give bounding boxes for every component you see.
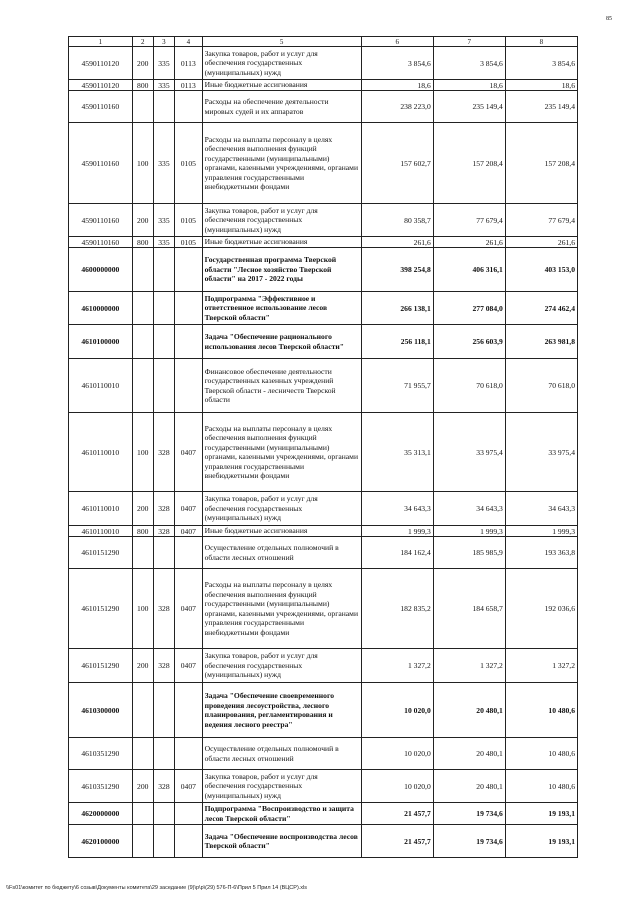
rz-cell bbox=[175, 825, 203, 858]
table-row bbox=[69, 325, 578, 359]
gr-cell bbox=[153, 325, 174, 359]
value-2022-cell: 274 462,4 bbox=[505, 292, 577, 325]
file-path-footer: \\Fs01\комитет по бюджету\6 созыв\Документы комитета\29 заседание (9)\р\р\(29) 576-П-6\Прил 5 Прил 14 (ВЦСР).xls bbox=[6, 885, 308, 891]
code-cell: 4610110010 bbox=[69, 526, 133, 537]
value-2020-cell: 21 457,7 bbox=[361, 803, 433, 825]
gr-cell: 328 bbox=[153, 492, 174, 526]
value-2022-cell: 192 036,6 bbox=[505, 569, 577, 649]
description-cell: Задача "Обеспечение рационального использования лесов Тверской области" bbox=[202, 325, 361, 359]
value-2021-cell: 33 975,4 bbox=[433, 413, 505, 492]
value-2021-cell: 20 480,1 bbox=[433, 683, 505, 738]
description-cell: Осуществление отдельных полномочий в области лесных отношений bbox=[202, 537, 361, 569]
code-cell: 4590110160 bbox=[69, 204, 133, 237]
vr-cell: 100 bbox=[132, 123, 153, 204]
value-2022-cell: 70 618,0 bbox=[505, 359, 577, 413]
header-cell: 4 bbox=[175, 37, 203, 47]
value-2020-cell: 34 643,3 bbox=[361, 492, 433, 526]
gr-cell bbox=[153, 683, 174, 738]
value-2022-cell: 157 208,4 bbox=[505, 123, 577, 204]
table-row bbox=[69, 47, 578, 80]
description-cell: Закупка товаров, работ и услуг для обеспечения государственных (муниципальных) нужд bbox=[202, 47, 361, 80]
gr-cell: 328 bbox=[153, 649, 174, 683]
value-2020-cell: 35 313,1 bbox=[361, 413, 433, 492]
rz-cell bbox=[175, 91, 203, 123]
table-row bbox=[69, 526, 578, 537]
gr-cell: 328 bbox=[153, 413, 174, 492]
value-2022-cell: 10 480,6 bbox=[505, 770, 577, 803]
description-cell: Финансовое обеспечение деятельности государственных казенных учреждений Тверской области - лесничеств Тверской области bbox=[202, 359, 361, 413]
value-2022-cell: 10 480,6 bbox=[505, 738, 577, 770]
code-cell: 4610351290 bbox=[69, 770, 133, 803]
value-2022-cell: 19 193,1 bbox=[505, 803, 577, 825]
vr-cell: 200 bbox=[132, 204, 153, 237]
value-2022-cell: 1 999,3 bbox=[505, 526, 577, 537]
gr-cell: 328 bbox=[153, 526, 174, 537]
value-2020-cell: 398 254,8 bbox=[361, 248, 433, 292]
rz-cell: 0113 bbox=[175, 47, 203, 80]
table-row bbox=[69, 492, 578, 526]
table-row bbox=[69, 80, 578, 91]
vr-cell: 200 bbox=[132, 492, 153, 526]
code-cell: 4590110120 bbox=[69, 80, 133, 91]
table-row bbox=[69, 569, 578, 649]
vr-cell bbox=[132, 803, 153, 825]
value-2021-cell: 70 618,0 bbox=[433, 359, 505, 413]
table-row bbox=[69, 413, 578, 492]
vr-cell bbox=[132, 325, 153, 359]
rz-cell bbox=[175, 248, 203, 292]
table-row bbox=[69, 237, 578, 248]
code-cell: 4590110120 bbox=[69, 47, 133, 80]
vr-cell: 200 bbox=[132, 770, 153, 803]
gr-cell bbox=[153, 359, 174, 413]
value-2020-cell: 184 162,4 bbox=[361, 537, 433, 569]
description-cell: Расходы на выплаты персоналу в целях обеспечения выполнения функций государственными (муниципальными) органами, казенными учреждениями, органами управления государственными внебюджетными фондами bbox=[202, 123, 361, 204]
value-2020-cell: 3 854,6 bbox=[361, 47, 433, 80]
rz-cell bbox=[175, 803, 203, 825]
value-2021-cell: 261,6 bbox=[433, 237, 505, 248]
vr-cell: 200 bbox=[132, 649, 153, 683]
table-row bbox=[69, 292, 578, 325]
header-cell: 3 bbox=[153, 37, 174, 47]
code-cell: 4610151290 bbox=[69, 569, 133, 649]
value-2021-cell: 1 327,2 bbox=[433, 649, 505, 683]
value-2020-cell: 10 020,0 bbox=[361, 683, 433, 738]
code-cell: 4610110010 bbox=[69, 492, 133, 526]
gr-cell: 335 bbox=[153, 123, 174, 204]
value-2020-cell: 10 020,0 bbox=[361, 770, 433, 803]
value-2020-cell: 157 602,7 bbox=[361, 123, 433, 204]
vr-cell: 100 bbox=[132, 569, 153, 649]
code-cell: 4620000000 bbox=[69, 803, 133, 825]
value-2022-cell: 3 854,6 bbox=[505, 47, 577, 80]
table-row bbox=[69, 537, 578, 569]
table-row bbox=[69, 248, 578, 292]
table-row bbox=[69, 649, 578, 683]
rz-cell: 0407 bbox=[175, 413, 203, 492]
vr-cell bbox=[132, 537, 153, 569]
code-cell: 4610110010 bbox=[69, 359, 133, 413]
value-2021-cell: 19 734,6 bbox=[433, 825, 505, 858]
header-cell: 7 bbox=[433, 37, 505, 47]
vr-cell bbox=[132, 359, 153, 413]
budget-table bbox=[68, 36, 578, 858]
rz-cell: 0105 bbox=[175, 204, 203, 237]
rz-cell: 0407 bbox=[175, 569, 203, 649]
table-row bbox=[69, 91, 578, 123]
header-cell: 1 bbox=[69, 37, 133, 47]
table-row bbox=[69, 738, 578, 770]
table-row bbox=[69, 825, 578, 858]
gr-cell: 328 bbox=[153, 770, 174, 803]
gr-cell bbox=[153, 91, 174, 123]
code-cell: 4600000000 bbox=[69, 248, 133, 292]
value-2021-cell: 157 208,4 bbox=[433, 123, 505, 204]
value-2020-cell: 256 118,1 bbox=[361, 325, 433, 359]
table-row bbox=[69, 359, 578, 413]
rz-cell bbox=[175, 359, 203, 413]
value-2020-cell: 1 999,3 bbox=[361, 526, 433, 537]
value-2020-cell: 238 223,0 bbox=[361, 91, 433, 123]
value-2021-cell: 18,6 bbox=[433, 80, 505, 91]
value-2021-cell: 1 999,3 bbox=[433, 526, 505, 537]
description-cell: Подпрограмма "Воспроизводство и защита лесов Тверской области" bbox=[202, 803, 361, 825]
rz-cell: 0105 bbox=[175, 237, 203, 248]
header-cell: 8 bbox=[505, 37, 577, 47]
vr-cell: 200 bbox=[132, 47, 153, 80]
description-cell: Подпрограмма "Эффективное и ответственное использование лесов Тверской области" bbox=[202, 292, 361, 325]
vr-cell: 100 bbox=[132, 413, 153, 492]
value-2020-cell: 182 835,2 bbox=[361, 569, 433, 649]
value-2021-cell: 406 316,1 bbox=[433, 248, 505, 292]
gr-cell: 335 bbox=[153, 80, 174, 91]
code-cell: 4610300000 bbox=[69, 683, 133, 738]
value-2021-cell: 277 084,0 bbox=[433, 292, 505, 325]
code-cell: 4610110010 bbox=[69, 413, 133, 492]
description-cell: Закупка товаров, работ и услуг для обеспечения государственных (муниципальных) нужд bbox=[202, 649, 361, 683]
vr-cell: 800 bbox=[132, 237, 153, 248]
value-2021-cell: 185 985,9 bbox=[433, 537, 505, 569]
rz-cell: 0113 bbox=[175, 80, 203, 91]
gr-cell bbox=[153, 537, 174, 569]
gr-cell bbox=[153, 825, 174, 858]
code-cell: 4590110160 bbox=[69, 123, 133, 204]
value-2020-cell: 266 138,1 bbox=[361, 292, 433, 325]
table-row bbox=[69, 123, 578, 204]
gr-cell: 328 bbox=[153, 569, 174, 649]
value-2022-cell: 33 975,4 bbox=[505, 413, 577, 492]
header-row bbox=[69, 37, 578, 47]
header-cell: 5 bbox=[202, 37, 361, 47]
value-2020-cell: 80 358,7 bbox=[361, 204, 433, 237]
value-2021-cell: 235 149,4 bbox=[433, 91, 505, 123]
code-cell: 4610100000 bbox=[69, 325, 133, 359]
value-2022-cell: 193 363,8 bbox=[505, 537, 577, 569]
rz-cell: 0105 bbox=[175, 123, 203, 204]
value-2022-cell: 18,6 bbox=[505, 80, 577, 91]
value-2021-cell: 184 658,7 bbox=[433, 569, 505, 649]
vr-cell bbox=[132, 738, 153, 770]
description-cell: Иные бюджетные ассигнования bbox=[202, 80, 361, 91]
value-2021-cell: 19 734,6 bbox=[433, 803, 505, 825]
table-row bbox=[69, 683, 578, 738]
description-cell: Иные бюджетные ассигнования bbox=[202, 237, 361, 248]
vr-cell: 800 bbox=[132, 526, 153, 537]
header-cell: 2 bbox=[132, 37, 153, 47]
code-cell: 4620100000 bbox=[69, 825, 133, 858]
header-cell: 6 bbox=[361, 37, 433, 47]
description-cell: Расходы на выплаты персоналу в целях обеспечения выполнения функций государственными (муниципальными) органами, казенными учреждениями, органами управления государственными внебюджетными фондами bbox=[202, 413, 361, 492]
rz-cell: 0407 bbox=[175, 770, 203, 803]
table-row bbox=[69, 803, 578, 825]
value-2021-cell: 3 854,6 bbox=[433, 47, 505, 80]
value-2022-cell: 77 679,4 bbox=[505, 204, 577, 237]
code-cell: 4610351290 bbox=[69, 738, 133, 770]
rz-cell: 0407 bbox=[175, 649, 203, 683]
vr-cell bbox=[132, 683, 153, 738]
value-2020-cell: 18,6 bbox=[361, 80, 433, 91]
vr-cell bbox=[132, 292, 153, 325]
description-cell: Осуществление отдельных полномочий в области лесных отношений bbox=[202, 738, 361, 770]
description-cell: Государственная программа Тверской области "Лесное хозяйство Тверской области" на 2017 - 2022 годы bbox=[202, 248, 361, 292]
gr-cell: 335 bbox=[153, 204, 174, 237]
rz-cell bbox=[175, 537, 203, 569]
value-2022-cell: 263 981,8 bbox=[505, 325, 577, 359]
value-2020-cell: 261,6 bbox=[361, 237, 433, 248]
rz-cell: 0407 bbox=[175, 526, 203, 537]
description-cell: Задача "Обеспечение своевременного проведения лесоустройства, лесного планирования, регламентирования и ведения лесного реестра" bbox=[202, 683, 361, 738]
value-2020-cell: 1 327,2 bbox=[361, 649, 433, 683]
code-cell: 4610000000 bbox=[69, 292, 133, 325]
page-number: 85 bbox=[606, 16, 612, 22]
gr-cell bbox=[153, 292, 174, 325]
description-cell: Иные бюджетные ассигнования bbox=[202, 526, 361, 537]
description-cell: Закупка товаров, работ и услуг для обеспечения государственных (муниципальных) нужд bbox=[202, 204, 361, 237]
rz-cell: 0407 bbox=[175, 492, 203, 526]
value-2020-cell: 71 955,7 bbox=[361, 359, 433, 413]
value-2020-cell: 21 457,7 bbox=[361, 825, 433, 858]
value-2021-cell: 77 679,4 bbox=[433, 204, 505, 237]
vr-cell bbox=[132, 91, 153, 123]
value-2022-cell: 403 153,0 bbox=[505, 248, 577, 292]
value-2021-cell: 20 480,1 bbox=[433, 770, 505, 803]
vr-cell bbox=[132, 825, 153, 858]
description-cell: Закупка товаров, работ и услуг для обеспечения государственных (муниципальных) нужд bbox=[202, 770, 361, 803]
vr-cell: 800 bbox=[132, 80, 153, 91]
value-2020-cell: 10 020,0 bbox=[361, 738, 433, 770]
value-2022-cell: 261,6 bbox=[505, 237, 577, 248]
table-row bbox=[69, 204, 578, 237]
value-2021-cell: 256 603,9 bbox=[433, 325, 505, 359]
code-cell: 4590110160 bbox=[69, 91, 133, 123]
table-row bbox=[69, 770, 578, 803]
gr-cell bbox=[153, 803, 174, 825]
gr-cell bbox=[153, 248, 174, 292]
rz-cell bbox=[175, 683, 203, 738]
rz-cell bbox=[175, 325, 203, 359]
value-2022-cell: 235 149,4 bbox=[505, 91, 577, 123]
code-cell: 4610151290 bbox=[69, 537, 133, 569]
vr-cell bbox=[132, 248, 153, 292]
description-cell: Задача "Обеспечение воспроизводства лесов Тверской области" bbox=[202, 825, 361, 858]
gr-cell: 335 bbox=[153, 237, 174, 248]
value-2021-cell: 20 480,1 bbox=[433, 738, 505, 770]
value-2022-cell: 1 327,2 bbox=[505, 649, 577, 683]
value-2021-cell: 34 643,3 bbox=[433, 492, 505, 526]
rz-cell bbox=[175, 738, 203, 770]
code-cell: 4610151290 bbox=[69, 649, 133, 683]
gr-cell: 335 bbox=[153, 47, 174, 80]
rz-cell bbox=[175, 292, 203, 325]
value-2022-cell: 10 480,6 bbox=[505, 683, 577, 738]
code-cell: 4590110160 bbox=[69, 237, 133, 248]
value-2022-cell: 19 193,1 bbox=[505, 825, 577, 858]
gr-cell bbox=[153, 738, 174, 770]
description-cell: Закупка товаров, работ и услуг для обеспечения государственных (муниципальных) нужд bbox=[202, 492, 361, 526]
description-cell: Расходы на обеспечение деятельности мировых судей и их аппаратов bbox=[202, 91, 361, 123]
value-2022-cell: 34 643,3 bbox=[505, 492, 577, 526]
description-cell: Расходы на выплаты персоналу в целях обеспечения выполнения функций государственными (муниципальными) органами, казенными учреждениями, органами управления государственными внебюджетными фондами bbox=[202, 569, 361, 649]
